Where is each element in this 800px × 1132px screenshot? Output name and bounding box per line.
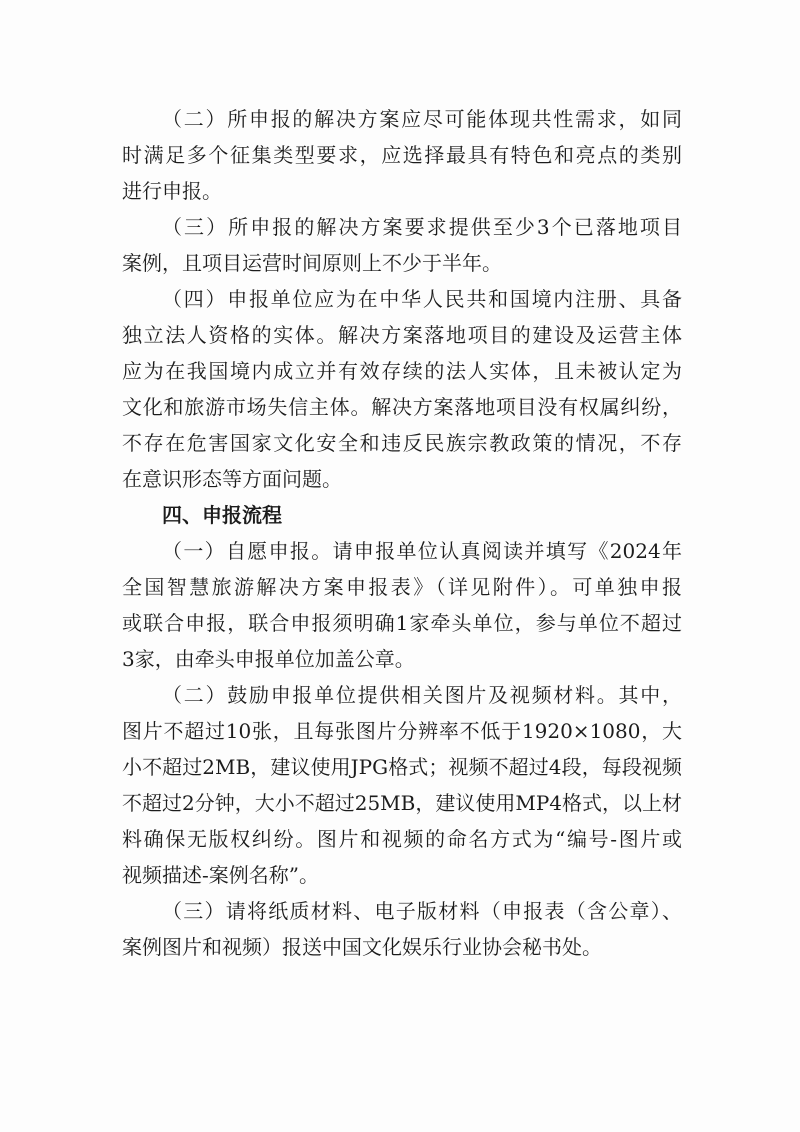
paragraph-4-line-6: 在意识形态等方面问题。 xyxy=(122,467,342,491)
paragraph-3-line-1: （三）所申报的解决方案要求提供至少3个已落地项目 xyxy=(162,215,682,239)
paragraph-4-line-3: 应为在我国境内成立并有效存续的法人实体，且未被认定为 xyxy=(122,359,682,383)
process-2-line-3: 小不超过2MB，建议使用JPG格式；视频不超过4段，每段视频 xyxy=(122,755,682,779)
paragraph-2-line-1: （二）所申报的解决方案应尽可能体现共性需求，如同 xyxy=(162,107,682,131)
process-2-line-6: 视频描述-案例名称”。 xyxy=(122,863,319,887)
process-1-line-4: 3家，由牵头申报单位加盖公章。 xyxy=(122,647,415,671)
process-3-line-2: 案例图片和视频）报送中国文化娱乐行业协会秘书处。 xyxy=(122,935,602,959)
paragraph-4-line-4: 文化和旅游市场失信主体。解决方案落地项目没有权属纠纷， xyxy=(122,395,682,419)
paragraph-3-line-2: 案例，且项目运营时间原则上不少于半年。 xyxy=(122,251,502,275)
process-1-line-1: （一）自愿申报。请申报单位认真阅读并填写《2024年 xyxy=(162,539,682,563)
process-2-line-2: 图片不超过10张，且每张图片分辨率不低于1920×1080，大 xyxy=(122,719,682,743)
process-2-line-1: （二）鼓励申报单位提供相关图片及视频材料。其中， xyxy=(162,683,682,707)
paragraph-4-line-2: 独立法人资格的实体。解决方案落地项目的建设及运营主体 xyxy=(122,323,682,347)
process-3-line-1: （三）请将纸质材料、电子版材料（申报表（含公章）、 xyxy=(162,899,682,923)
paragraph-4-line-5: 不存在危害国家文化安全和违反民族宗教政策的情况，不存 xyxy=(122,431,682,455)
process-2-line-5: 料确保无版权纠纷。图片和视频的命名方式为“编号-图片或 xyxy=(122,827,682,851)
section-heading-application-process: 四、申报流程 xyxy=(162,503,282,527)
process-2-line-4: 不超过2分钟，大小不超过25MB，建议使用MP4格式，以上材 xyxy=(122,791,683,815)
paragraph-2-line-2: 时满足多个征集类型要求，应选择最具有特色和亮点的类别 xyxy=(122,143,682,167)
paragraph-2-line-3: 进行申报。 xyxy=(122,179,222,203)
process-1-line-3: 或联合申报，联合申报须明确1家牵头单位，参与单位不超过 xyxy=(122,611,682,635)
document-body xyxy=(122,101,682,965)
paragraph-4-line-1: （四）申报单位应为在中华人民共和国境内注册、具备 xyxy=(162,287,682,311)
process-1-line-2: 全国智慧旅游解决方案申报表》（详见附件）。可单独申报 xyxy=(122,575,682,599)
